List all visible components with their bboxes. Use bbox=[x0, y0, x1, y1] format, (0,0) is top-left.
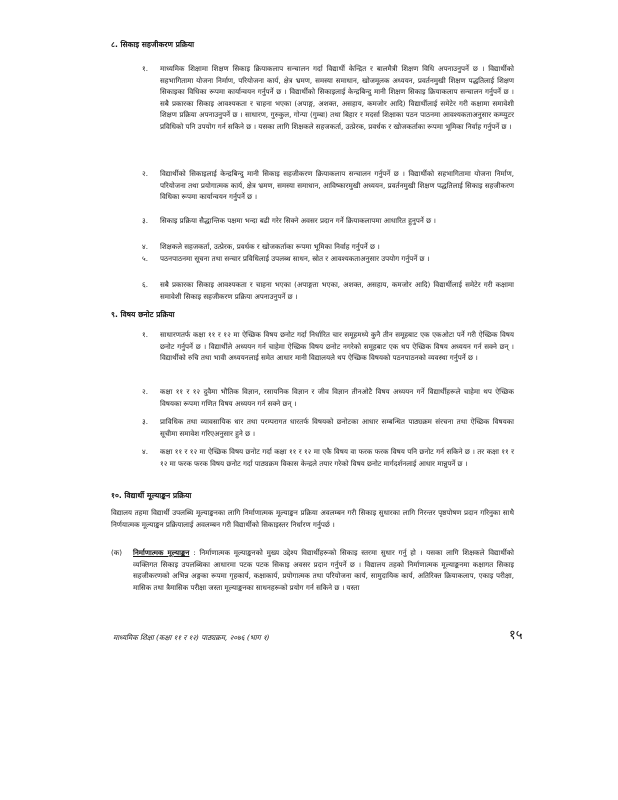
section-heading: ८. सिकाइ सहजीकरण प्रक्रिया bbox=[111, 40, 195, 49]
section-heading: ९. विषय छनोट प्रक्रिया bbox=[111, 310, 175, 319]
list-item-text: कक्षा ११ र १२ मा ऐच्छिक विषय छनोट गर्दा कक्षा ११ र १२ मा एकै विषय वा फरक फरक विषय पनि छनोट गर्न सकिने छ । तर कक्षा ११ र १२ मा फरक फरक विषय छनोट गर्दा पाठ्यक्रम विकास केन्द्रले तयार गरेको विषय छनोट मार्गदर्शनलाई आधार मान्नुपर्ने छ । bbox=[160, 447, 514, 468]
list-item-text: शिक्षकले सहजकर्ता, उत्प्रेरक, प्रवर्धक र खोजकर्ताका रूपमा भूमिका निर्वाह गर्नुपर्ने छ । bbox=[160, 242, 380, 251]
item-number: १. bbox=[142, 330, 148, 339]
list-item-text: पठनपाठनमा सूचना तथा सन्चार प्रविधिलाई उपलब्ध साधन, स्रोत र आवश्यकताअनुसार उपयोग गर्नुपर्ने छ । bbox=[160, 254, 430, 263]
sub-item-paragraph bbox=[133, 547, 514, 593]
item-number: ५. bbox=[142, 254, 148, 263]
item-number: २. bbox=[142, 387, 148, 396]
item-number: ६. bbox=[142, 280, 148, 289]
list-item-text: प्राविधिक तथा व्यावसायिक धार तथा परम्परागत धारतर्फ विषयको छनोटका आधार सम्बन्धित पाठ्यक्रम संरचना तथा ऐच्छिक विषयका सूचीमा समावेश गरिएअनुसार हुने छ । bbox=[160, 417, 514, 438]
list-item-text: विद्यार्थीको सिकाइलाई केन्द्रबिन्दु मानी सिकाइ सहजीकरण क्रियाकलाप सन्चालन गर्नुपर्ने छ । विद्यार्थीको सहभागितामा योजना निर्माण, परियोजना तथा प्रयोगात्मक कार्य, क्षेत्र भ्रमण, समस्या समाधान, आविष्कारमुखी अध्ययन, प्रवर्तनमुखी शिक्षण पद्धतिलाई सिकाइ सहजीकरण विधिका रूपमा कार्यान्वयन गर्नुपर्ने छ । bbox=[160, 169, 514, 202]
footer-title: माध्यमिक शिक्षा (कक्षा ११ र १२) पाठ्यक्रम, २०७६ (भाग १) bbox=[113, 633, 270, 642]
page-number: १५ bbox=[509, 628, 523, 643]
list-item-text: माध्यमिक शिक्षामा शिक्षण सिकाइ क्रियाकलाप सन्चालन गर्दा विद्यार्थी केन्द्रित र बालमैत्री शिक्षण विधि अपनाउनुपर्ने छ । विद्यार्थीको सहभागितामा योजना निर्माण, परियोजना कार्य, क्षेत्र भ्रमण, समस्या समाधान, खोजमूलक अध्ययन, प्रवर्तनमुखी शिक्षण पद्धतिलाई शिक्षण सिकाइका विधिका रूपमा कार्यान्वयन गर्नुपर्ने छ । विद्यार्थीको सिकाइलाई केन्द्रबिन्दु मानी शिक्षण सिकाइ क्रियाकलाप सन्चालन गर्नुपर्ने छ । सबै प्रकारका सिकाइ आवश्यकता र चाहना भएका (अपाङ्ग, अशक्त, असहाय, कमजोर आदि) विद्यार्थीलाई समेटेर गरी कक्षामा समावेशी शिक्षण प्रक्रिया अपनाउनुपर्ने छ । साधारण, गुरुकुल, गोन्पा (गुम्बा) तथा बिहार र मदर्सा शिक्षाका पठन पाठनमा आवश्यकताअनुसार कम्प्युटर प्रविधिको पनि उपयोग गर्न सकिने छ । यसका लागि शिक्षकले सहजकर्ता, उत्प्रेरक, प्रवर्धक र खोजकर्ताका रूपमा भूमिका निर्वाह गर्नुपर्ने छ । bbox=[160, 64, 514, 131]
list-item-text: सबै प्रकारका सिकाइ आवश्यकता र चाहना भएका (अपाङ्गता भएका, अशक्त, असहाय, कमजोर आदि) विद्यार्थीलाई समेटेर गरी कक्षामा समावेशी सिकाइ सहजीकरण प्रक्रिया अपनाउनुपर्ने छ । bbox=[160, 280, 514, 301]
item-number: ३. bbox=[142, 417, 148, 426]
sub-item-label: (क) bbox=[111, 548, 122, 557]
sub-item-title: निर्माणात्मक मूल्याङ्कन bbox=[133, 548, 190, 557]
item-number: ४. bbox=[142, 447, 148, 456]
item-number: ३. bbox=[142, 216, 148, 225]
section-heading: १०. विद्यार्थी मूल्याङ्कन प्रक्रिया bbox=[111, 491, 192, 500]
item-number: १. bbox=[142, 64, 148, 73]
item-number: २. bbox=[142, 169, 148, 178]
list-item-text: साधारणतर्फ कक्षा ११ र १२ मा ऐच्छिक विषय छनोट गर्दा निर्धारित चार समूहमध्ये कुनै तीन समूहबाट एक एकओटा पर्ने गरी ऐच्छिक विषय छनोट गर्नुपर्ने छ । विद्यार्थीले अध्ययन गर्न चाहेमा ऐच्छिक विषय छनोट नगरेको समूहबाट एक थप ऐच्छिक विषय अध्ययन गर्न सक्ने छन् । विद्यार्थीको रुचि तथा भावी अध्ययनलाई समेत आधार मानी विद्यालयले थप ऐच्छिक विषयको पठनपाठनको व्यवस्था गर्नुपर्ने छ । bbox=[160, 330, 514, 363]
item-number: ४. bbox=[142, 242, 148, 251]
sub-item-text: : निर्माणात्मक मूल्याङ्कनको मुख्य उद्देश्य विद्यार्थीहरूको सिकाइ स्तरमा सुधार गर्नु हो । यसका लागि शिक्षकले विद्यार्थीको व्यक्तिगत सिकाइ उपलब्धिका आधारमा पटक पटक सिकाइ अवसर प्रदान गर्नुपर्ने छ । विद्यालय तहको निर्माणात्मक मूल्याङ्कनमा कक्षागत सिकाइ सहजीकरणको अभिन्न अङ्गका रूपमा गृहकार्य, कक्षाकार्य, प्रयोगात्मक तथा परियोजना कार्य, सामुदायिक कार्य, अतिरिक्त क्रियाकलाप, एकाइ परीक्षा, मासिक तथा त्रैमासिक परीक्षा जस्ता मूल्याङ्कनका साधनहरूको प्रयोग गर्न सकिने छ । यस्ता bbox=[133, 548, 514, 592]
list-item-text: कक्षा ११ र १२ दुवैमा भौतिक विज्ञान, रसायनिक विज्ञान र जीव विज्ञान तीनओटै विषय अध्ययन गर्ने विद्यार्थीहरूले चाहेमा थप ऐच्छिक विषयका रूपमा गणित विषय अध्ययन गर्न सक्ने छन् । bbox=[160, 387, 514, 408]
list-item-text: सिकाइ प्रक्रिया सैद्धान्तिक पक्षमा भन्दा बढी गरेर सिक्ने अवसर प्रदान गर्ने क्रियाकलापमा आधारित हुनुपर्ने छ । bbox=[160, 216, 436, 225]
section-intro: विद्यालय तहमा विद्यार्थी उपलब्धि मूल्याङ्कनका लागि निर्माणात्मक मूल्याङ्कन प्रक्रिया अवलम्बन गरी सिकाइ सुधारका लागि निरन्तर पृष्ठपोषण प्रदान गरिनुका साथै निर्णयात्मक मूल्याङ्कन प्रक्रियालाई अवलम्बन गरी विद्यार्थीको सिकाइस्तर निर्धारण गर्नुपर्छ । bbox=[111, 508, 514, 529]
